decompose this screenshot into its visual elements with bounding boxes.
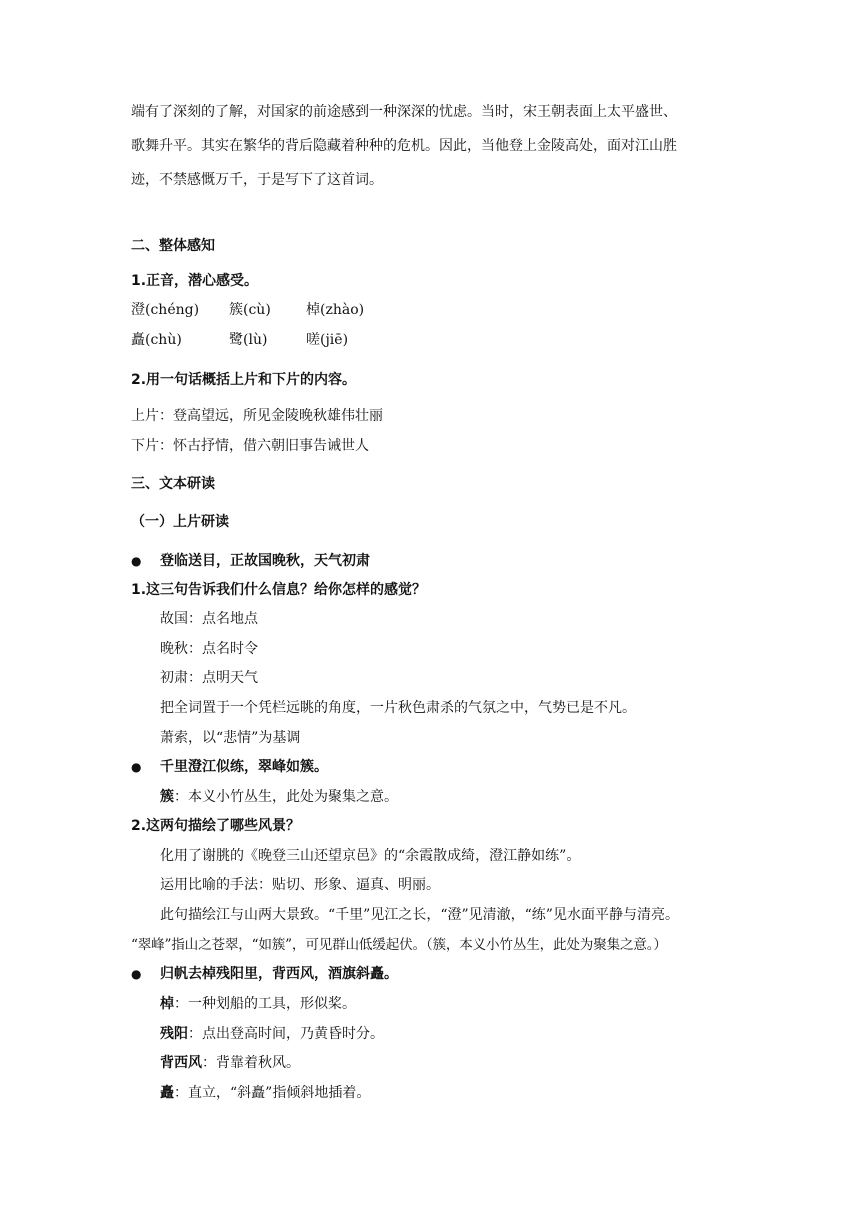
bullet-dot-icon: ● xyxy=(131,967,142,981)
term-cu: 簇 xyxy=(160,789,174,805)
term-definition xyxy=(160,1053,300,1073)
bullet-line-3: 归帆去棹残阳里，背西风，酒旗斜矗。 xyxy=(160,966,398,982)
subheading-upper-study: （一）上片研读 xyxy=(131,514,229,530)
term: 残阳 xyxy=(160,1026,188,1042)
answer-line: 运用比喻的手法：贴切、形象、逼真、明丽。 xyxy=(160,877,440,893)
term-definition xyxy=(160,1024,384,1044)
definition: ：点出登高时间，乃黄昏时分。 xyxy=(188,1026,384,1042)
pinyin-zhao: 棹(zhào) xyxy=(306,302,365,318)
section-heading-overall: 二、整体感知 xyxy=(131,238,215,254)
term: 矗 xyxy=(160,1085,174,1101)
intro-line-3: 迹，不禁感慨万千，于是写下了这首词。 xyxy=(131,172,383,188)
pinyin-cheng: 澄(chéng) xyxy=(131,302,200,318)
section-heading-text-study: 三、文本研读 xyxy=(131,476,215,492)
answer-line: 萧索，以“悲情”为基调 xyxy=(160,730,301,746)
pinyin-jie: 嗟(jiē) xyxy=(306,332,349,348)
answer-line: 故国：点名地点 xyxy=(160,611,258,627)
question-pronunciation: 1.正音，潜心感受。 xyxy=(131,273,259,289)
definition: ：直立，“斜矗”指倾斜地插着。 xyxy=(174,1085,371,1101)
term: 棹 xyxy=(160,996,174,1012)
bullet-dot-icon: ● xyxy=(131,760,142,774)
question-info: 1.这三句告诉我们什么信息？给你怎样的感觉？ xyxy=(131,582,427,598)
pinyin-lu: 鹭(lù) xyxy=(229,332,268,348)
answer-line: 把全词置于一个凭栏远眺的角度，一片秋色肃杀的气氛之中，气势已是不凡。 xyxy=(160,700,636,716)
definition: ：一种划船的工具，形似桨。 xyxy=(174,996,356,1012)
bullet-line-2: 千里澄江似练，翠峰如簇。 xyxy=(160,759,328,775)
term-definition-cu xyxy=(160,787,398,807)
question-summary: 2.用一句话概括上片和下片的内容。 xyxy=(131,372,357,388)
term-definition xyxy=(160,994,356,1014)
answer-line: 化用了谢朓的《晚登三山还望京邑》的“余霞散成绮，澄江静如练”。 xyxy=(160,848,581,864)
pinyin-cu: 簇(cù) xyxy=(229,302,271,318)
intro-line-1: 端有了深刻的了解，对国家的前途感到一种深深的忧虑。当时，宋王朝表面上太平盛世、 xyxy=(131,104,677,120)
bullet-line-1: 登临送目，正故国晚秋，天气初肃 xyxy=(160,553,370,569)
answer-line: 初肃：点明天气 xyxy=(160,670,258,686)
answer-upper: 上片：登高望远，所见金陵晚秋雄伟壮丽 xyxy=(131,408,383,424)
pinyin-chu: 矗(chù) xyxy=(131,332,182,348)
intro-line-2: 歌舞升平。其实在繁华的背后隐藏着种种的危机。因此，当他登上金陵高处，面对江山胜 xyxy=(131,138,677,154)
term-definition xyxy=(160,1083,370,1103)
answer-line: 晚秋：点名时令 xyxy=(160,641,258,657)
definition: ：背靠着秋风。 xyxy=(202,1055,300,1071)
bullet-dot-icon: ● xyxy=(131,554,142,568)
answer-line-wrap: “翠峰”指山之苍翠，“如簇”，可见群山低缓起伏。（簇，本义小竹丛生，此处为聚集之意。） xyxy=(131,937,667,953)
question-scenery: 2.这两句描绘了哪些风景？ xyxy=(131,818,301,834)
answer-line: 此句描绘江与山两大景致。“千里”见江之长，“澄”见清澈，“练”见水面平静与清亮。 xyxy=(160,907,679,923)
term: 背西风 xyxy=(160,1055,202,1071)
answer-lower: 下片：怀古抒情，借六朝旧事告诫世人 xyxy=(131,438,369,454)
def-cu: ：本义小竹丛生，此处为聚集之意。 xyxy=(174,789,398,805)
